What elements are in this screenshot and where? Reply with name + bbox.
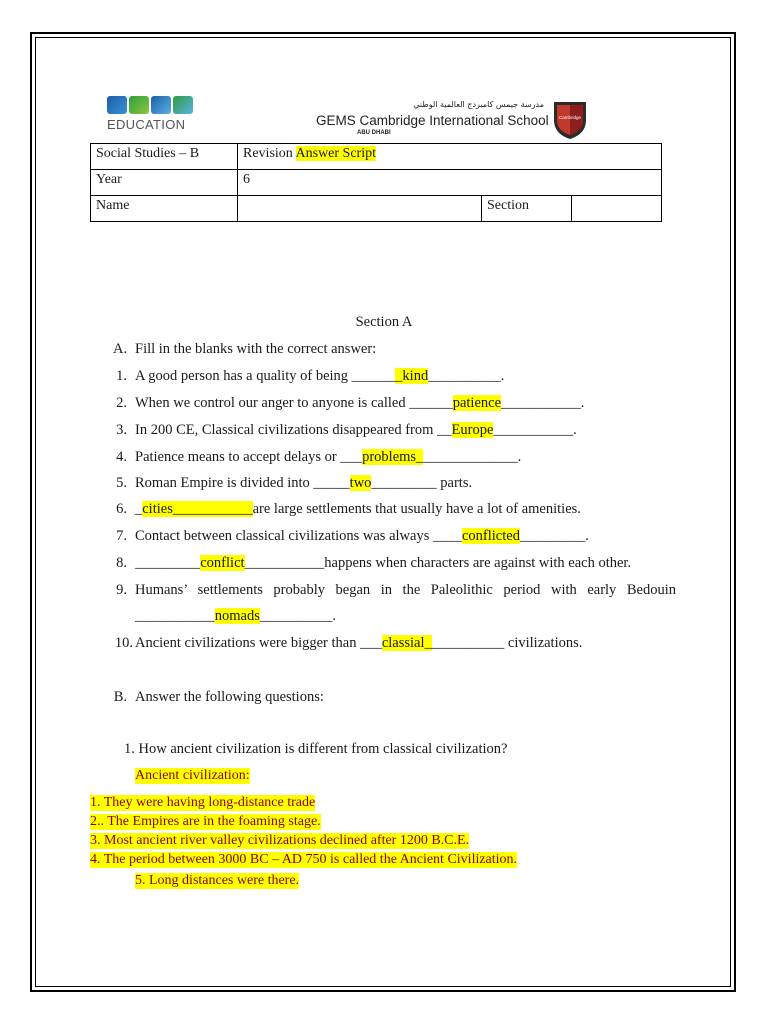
question-text: Humans’ settlements probably began in the Paleolithic period with early Bedouin — [135, 582, 676, 598]
name-label: Name — [91, 196, 238, 222]
answer-item: 1. They were having long-distance trade — [90, 795, 316, 810]
revision-label: Revision — [243, 146, 293, 161]
question-number: 6. — [116, 501, 127, 517]
question-text: _________ — [135, 555, 201, 571]
answer-highlight: conflicted — [461, 528, 520, 544]
section-label: Section — [482, 196, 572, 222]
question-number: 7. — [116, 528, 127, 544]
school-crest-icon — [552, 100, 588, 140]
question-text: Patience means to accept delays or ___ — [135, 449, 363, 465]
section-a-title: Section A — [355, 314, 413, 330]
b-question-1: 1. How ancient civilization is different from classical civilization? — [124, 741, 508, 757]
gems-logo-mark — [107, 96, 207, 114]
question-blank: are large settlements that usually have a lot of amenities. — [252, 501, 581, 517]
question-blank: _____________. — [423, 449, 522, 465]
student-info-table — [90, 143, 662, 222]
school-name: GEMS Cambridge International School — [316, 113, 549, 128]
year-value: 6 — [238, 170, 662, 196]
question-blank: __________ civilizations. — [431, 635, 583, 651]
table-row — [91, 196, 662, 222]
answer-highlight: Europe — [451, 422, 494, 438]
name-field[interactable] — [238, 196, 482, 222]
year-label: Year — [91, 170, 238, 196]
question-blank: ___________. — [501, 395, 585, 411]
answer-highlight: nomads — [214, 608, 260, 624]
section-field[interactable] — [572, 196, 662, 222]
question-text: _ — [135, 501, 143, 517]
gems-education-label: EDUCATION — [107, 117, 186, 132]
question-text: A good person has a quality of being ______ — [135, 368, 396, 384]
answer-highlight: classial_ — [381, 635, 432, 651]
answer-script-label: Answer Script — [295, 146, 377, 161]
part-b-marker: B. — [113, 689, 127, 705]
answer-item: 3. Most ancient river valley civilizations declined after 1200 B.C.E. — [90, 833, 470, 848]
answer-highlight: conflict — [200, 555, 245, 571]
part-a-instruction: Fill in the blanks with the correct answer: — [135, 341, 377, 357]
question-text: Ancient civilizations were bigger than ___ — [135, 635, 382, 651]
subject-cell: Social Studies – B — [91, 144, 238, 170]
answer-highlight: patience — [452, 395, 502, 411]
question-number: 2. — [116, 395, 127, 411]
answer-item: 2.. The Empires are in the foaming stage. — [90, 814, 321, 829]
question-text: Roman Empire is divided into _____ — [135, 475, 350, 491]
question-number: 3. — [116, 422, 127, 438]
question-number: 5. — [116, 475, 127, 491]
part-b-instruction: Answer the following questions: — [135, 689, 324, 705]
question-blank: _________. — [519, 528, 589, 544]
question-blank: __________. — [428, 368, 505, 384]
school-name-arabic: مدرسة جيمس كامبردج العالمية الوطني — [413, 100, 544, 109]
question-text: Contact between classical civilizations was always ____ — [135, 528, 462, 544]
question-blank: ___________. — [493, 422, 577, 438]
table-row — [91, 144, 662, 170]
answer-highlight: _kind — [395, 368, 429, 384]
answer-item: 5. Long distances were there. — [135, 873, 300, 888]
revision-cell — [238, 144, 662, 170]
crest-text: Cambridge — [558, 115, 582, 120]
school-logo — [316, 100, 588, 142]
question-text: In 200 CE, Classical civilizations disappeared from __ — [135, 422, 452, 438]
question-blank: ___________ — [135, 608, 215, 624]
question-number: 4. — [116, 449, 127, 465]
answer-item: 4. The period between 3000 BC – AD 750 is called the Ancient Civilization. — [90, 852, 518, 867]
question-number: 10. — [114, 635, 133, 651]
question-number: 1. — [116, 368, 127, 384]
question-blank: __________. — [259, 608, 336, 624]
question-blank: ___________happens when characters are against with each other. — [244, 555, 632, 571]
school-city: ABU DHABI — [357, 130, 391, 136]
answer-highlight: two — [349, 475, 372, 491]
question-text: When we control our anger to anyone is called ______ — [135, 395, 453, 411]
answer-highlight: cities___________ — [142, 501, 253, 517]
answer-highlight: problems_ — [362, 449, 424, 465]
ancient-civilization-heading: Ancient civilization: — [135, 768, 250, 783]
table-row — [91, 170, 662, 196]
gems-education-logo — [107, 96, 207, 136]
question-number: 8. — [116, 555, 127, 571]
question-number: 9. — [116, 582, 127, 598]
part-a-marker: A. — [113, 341, 128, 357]
question-blank: _________ parts. — [371, 475, 473, 491]
